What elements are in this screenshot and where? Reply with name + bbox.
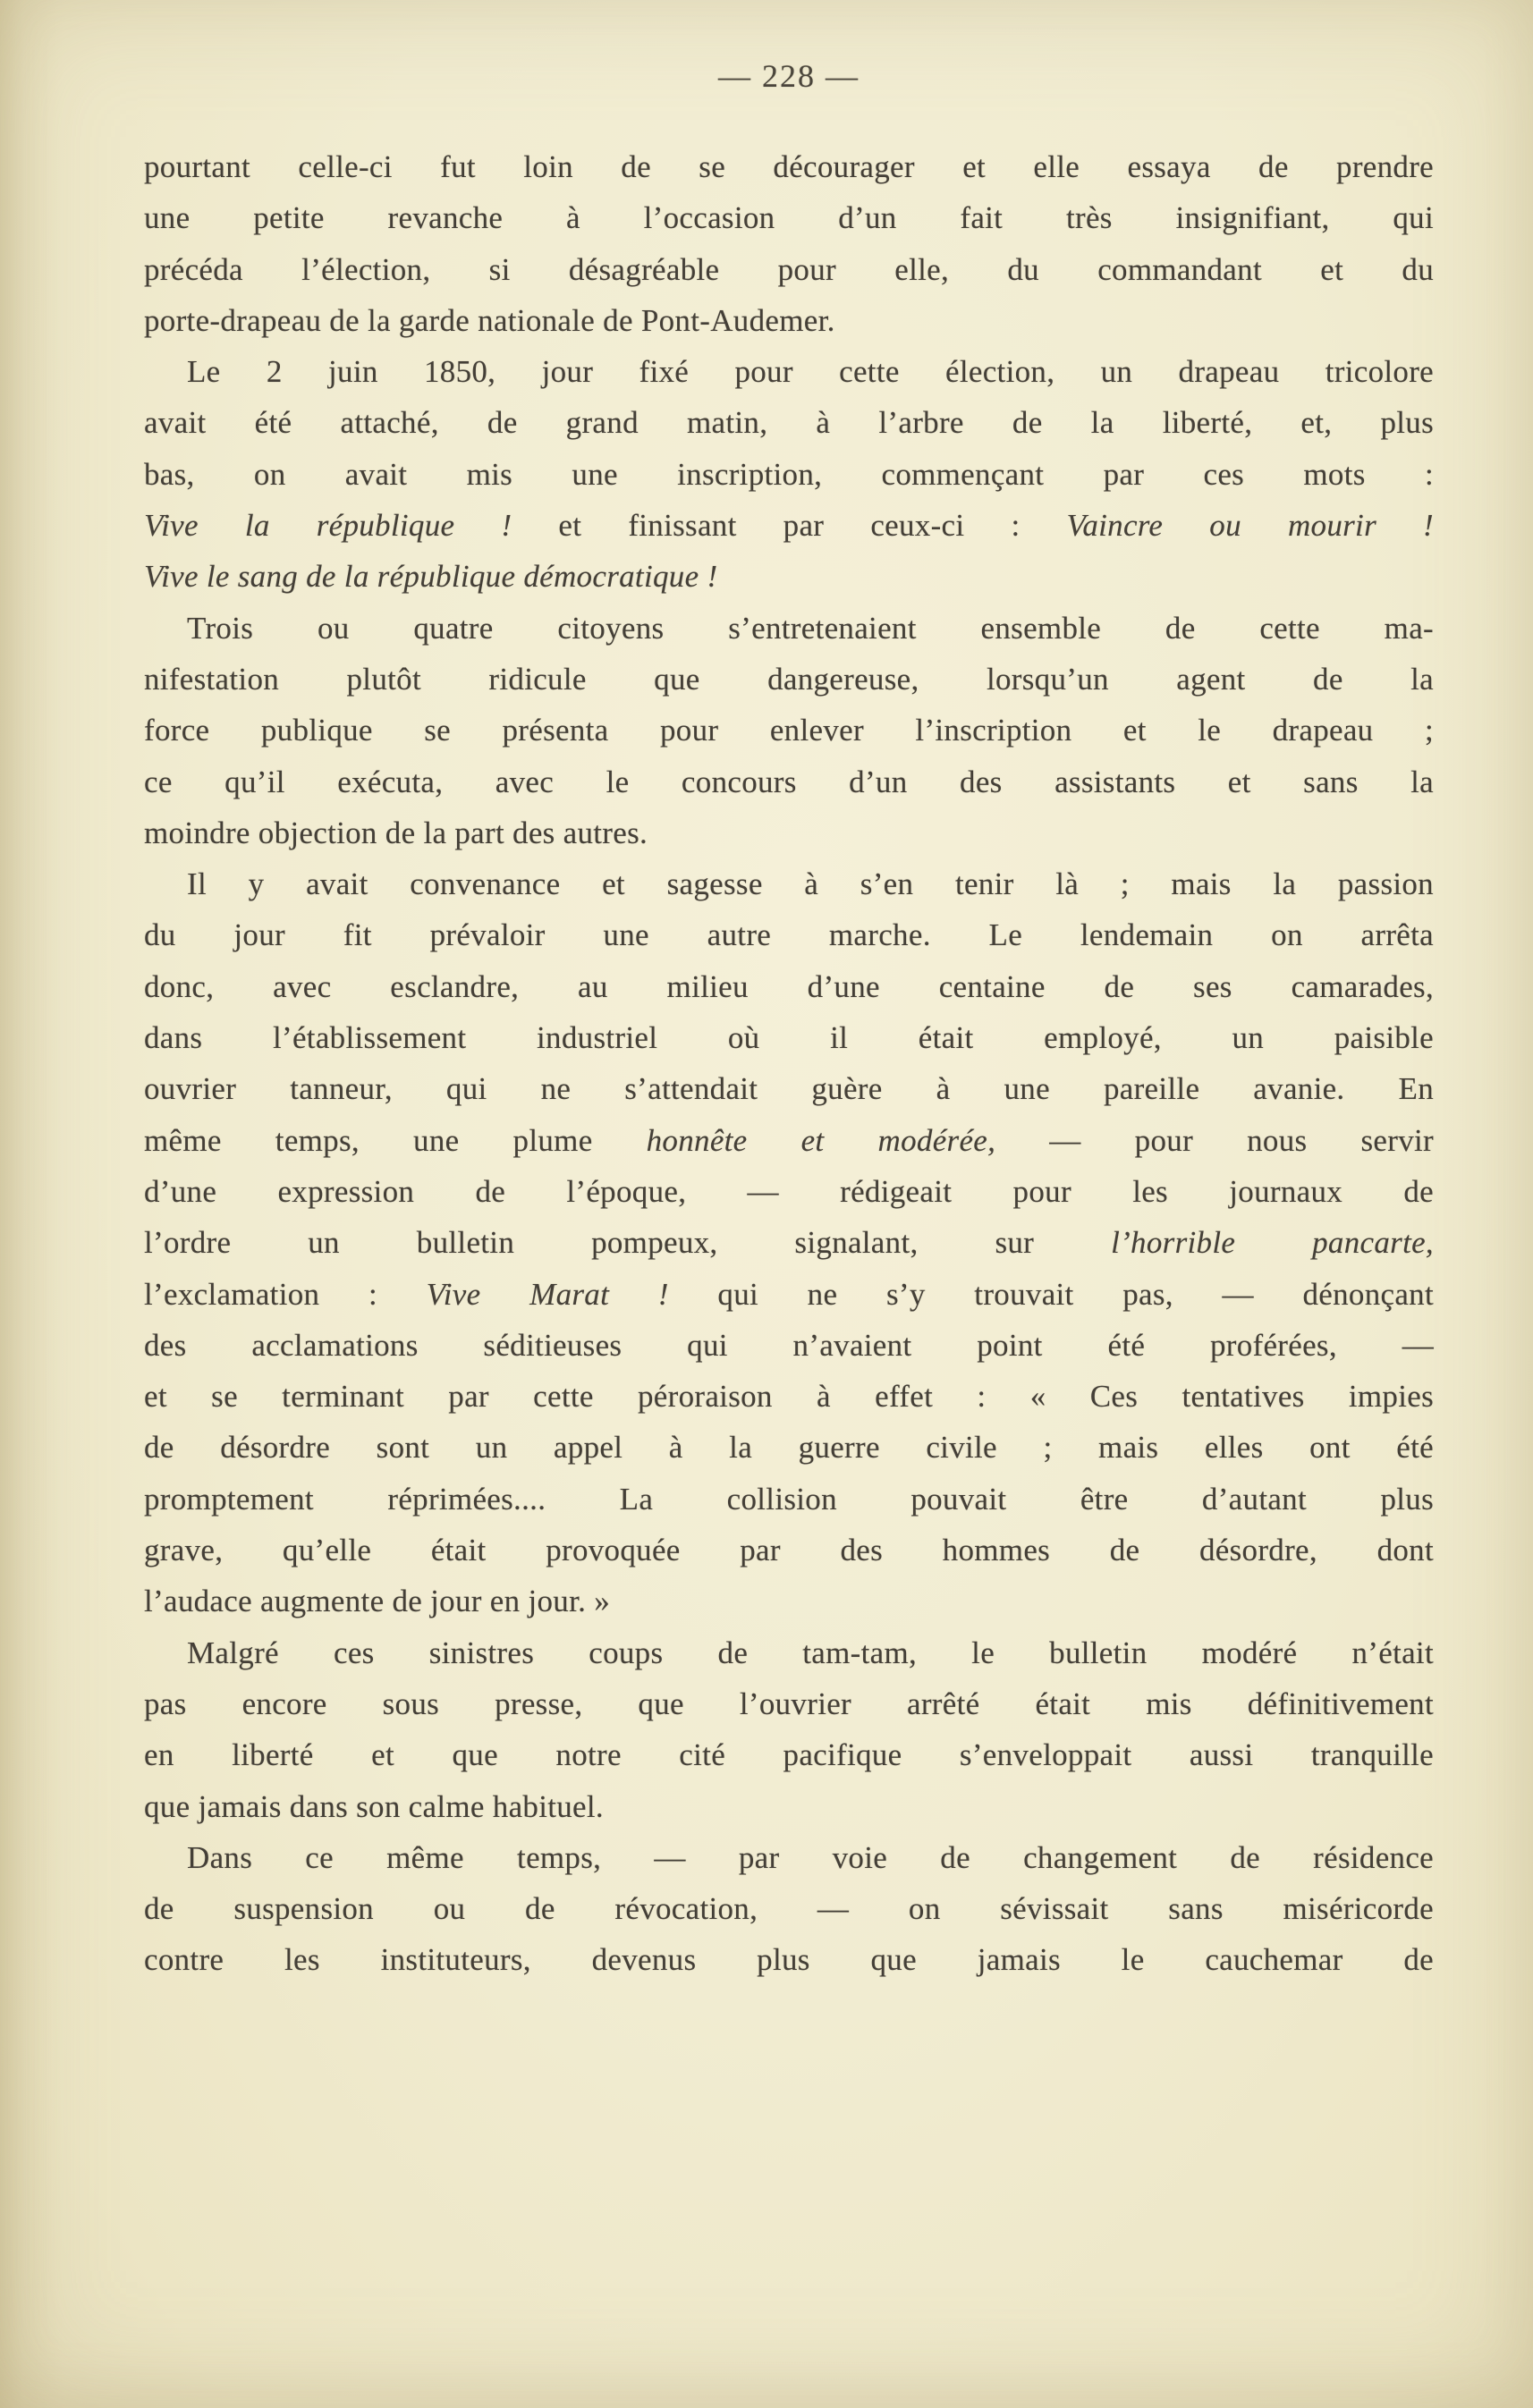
- text-segment: contre les instituteurs, devenus plus que jamais le cauchemar de: [144, 1942, 1434, 1978]
- text-segment: pourtant celle-ci fut loin de se décourager et elle essaya de prendre: [144, 149, 1434, 184]
- text-line: [144, 1576, 1434, 1626]
- text-line: [144, 1063, 1434, 1114]
- text-segment: qui ne s’y trouvait pas, — dénonçant: [668, 1276, 1434, 1312]
- text-segment: Malgré ces sinistres coups de tam-tam, le bulletin modéré n’était: [187, 1635, 1434, 1670]
- text-segment: Dans ce même temps, — par voie de changement de résidence: [187, 1839, 1434, 1875]
- text-segment-italic: Vaincre ou mourir !: [1066, 508, 1434, 544]
- text-line: [144, 551, 1434, 602]
- text-segment: Il y avait convenance et sagesse à s’en tenir là ; mais la passion: [187, 866, 1434, 902]
- text-segment-italic: Vive Marat !: [426, 1276, 669, 1312]
- text-segment: de suspension ou de révocation, — on sévissait sans miséricorde: [144, 1891, 1434, 1927]
- text-segment: grave, qu’elle était provoquée par des hommes de désordre, dont: [144, 1533, 1434, 1568]
- text-segment: même temps, une plume: [144, 1122, 647, 1158]
- text-segment: dans l’établissement industriel où il était employé, un paisible: [144, 1020, 1434, 1056]
- text-line: [144, 397, 1434, 448]
- text-line: [144, 141, 1434, 192]
- text-segment-italic: honnête et modérée,: [646, 1122, 996, 1158]
- text-line: [144, 500, 1434, 551]
- text-line: [144, 192, 1434, 243]
- text-segment: — pour nous servir: [995, 1122, 1434, 1158]
- text-line: [144, 449, 1434, 500]
- text-line: [144, 1320, 1434, 1371]
- text-segment: nifestation plutôt ridicule que dangereuse, lorsqu’un agent de la: [144, 661, 1434, 697]
- text-segment: ouvrier tanneur, qui ne s’attendait guère à une pareille avanie. En: [144, 1071, 1434, 1107]
- text-line: [144, 1781, 1434, 1832]
- text-segment: l’exclamation :: [144, 1276, 427, 1312]
- text-line: [144, 1217, 1434, 1268]
- text-segment: Le 2 juin 1850, jour fixé pour cette élection, un drapeau tricolore: [187, 354, 1434, 390]
- text-segment: bas, on avait mis une inscription, commençant par ces mots :: [144, 456, 1434, 492]
- text-line: [144, 1729, 1434, 1780]
- text-line: [144, 961, 1434, 1012]
- text-segment: d’une expression de l’époque, — rédigeait pour les journaux de: [144, 1173, 1434, 1209]
- text-segment: pas encore sous presse, que l’ouvrier arrêté était mis définitivement: [144, 1686, 1434, 1721]
- text-line: [144, 295, 1434, 346]
- text-segment: force publique se présenta pour enlever l’inscription et le drapeau ;: [144, 713, 1434, 748]
- text-line: [144, 1883, 1434, 1934]
- text-segment-italic: l’horrible pancarte,: [1111, 1225, 1434, 1261]
- text-line: [144, 1422, 1434, 1473]
- text-segment-italic: Vive la république !: [144, 508, 512, 544]
- text-segment: avait été attaché, de grand matin, à l’arbre de la liberté, et, plus: [144, 405, 1434, 441]
- text-line: [144, 1012, 1434, 1063]
- text-line: [144, 1678, 1434, 1729]
- text-segment: ce qu’il exécuta, avec le concours d’un des assistants et sans la: [144, 764, 1434, 799]
- text-segment: et se terminant par cette péroraison à effet : « Ces tentatives impies: [144, 1379, 1434, 1415]
- text-line: [144, 705, 1434, 756]
- text-segment: du jour fit prévaloir une autre marche. Le lendemain on arrêta: [144, 917, 1434, 953]
- text-line: [144, 1832, 1434, 1883]
- text-line: [144, 346, 1434, 397]
- text-segment-italic: Vive le sang de la république démocratique !: [144, 559, 718, 595]
- text-line: [144, 1115, 1434, 1166]
- text-line: [144, 1525, 1434, 1576]
- text-line: [144, 807, 1434, 858]
- text-line: [144, 1934, 1434, 1985]
- text-segment: porte-drapeau de la garde nationale de Pont-Audemer.: [144, 302, 835, 338]
- text-segment: l’ordre un bulletin pompeux, signalant, sur: [144, 1225, 1112, 1261]
- text-segment: une petite revanche à l’occasion d’un fait très insignifiant, qui: [144, 200, 1434, 236]
- text-line: [144, 654, 1434, 705]
- page-number: — 228 —: [718, 58, 860, 94]
- text-line: [144, 244, 1434, 295]
- text-segment: des acclamations séditieuses qui n’avaient point été proférées, —: [144, 1327, 1434, 1363]
- text-segment: Trois ou quatre citoyens s’entretenaient ensemble de cette ma-: [187, 610, 1434, 646]
- text-line: [144, 1474, 1434, 1525]
- text-segment: et finissant par ceux-ci :: [512, 508, 1067, 544]
- text-line: [144, 1627, 1434, 1678]
- text-line: [144, 909, 1434, 960]
- text-segment: que jamais dans son calme habituel.: [144, 1788, 604, 1824]
- text-segment: précéda l’élection, si désagréable pour elle, du commandant et du: [144, 251, 1434, 287]
- text-line: [144, 756, 1434, 807]
- text-segment: moindre objection de la part des autres.: [144, 815, 648, 850]
- text-line: [144, 1166, 1434, 1217]
- text-segment: donc, avec esclandre, au milieu d’une centaine de ses camarades,: [144, 968, 1434, 1004]
- text-line: [144, 1269, 1434, 1320]
- text-segment: promptement réprimées.... La collision pouvait être d’autant plus: [144, 1481, 1434, 1517]
- text-block: [144, 141, 1434, 1986]
- text-line: [144, 858, 1434, 909]
- text-segment: l’audace augmente de jour en jour. »: [144, 1584, 611, 1619]
- text-line: [144, 603, 1434, 654]
- text-segment: de désordre sont un appel à la guerre civile ; mais elles ont été: [144, 1430, 1434, 1466]
- text-line: [144, 1371, 1434, 1422]
- text-segment: en liberté et que notre cité pacifique s’enveloppait aussi tranquille: [144, 1737, 1434, 1773]
